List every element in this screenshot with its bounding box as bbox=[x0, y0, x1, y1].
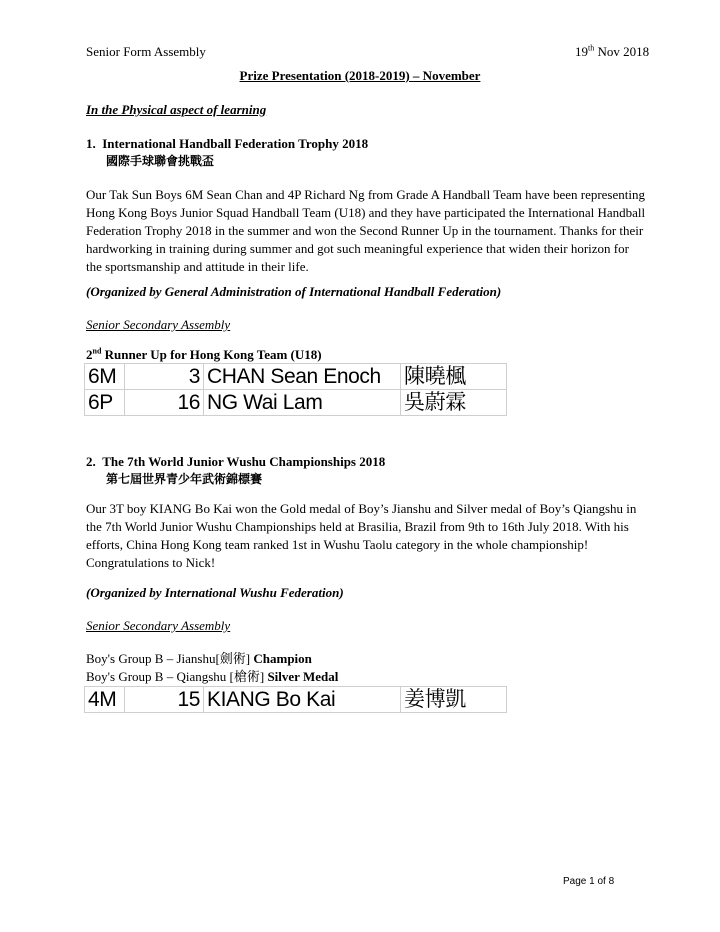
header-date-suffix: th bbox=[588, 43, 595, 53]
header-date bbox=[575, 43, 649, 61]
item1-award-sup: nd bbox=[92, 346, 102, 356]
header-date-day: 19 bbox=[575, 44, 588, 59]
item1-award-num: 2 bbox=[86, 347, 93, 362]
student-number: 16 bbox=[125, 390, 204, 416]
student-name-zh: 姜博凱 bbox=[401, 687, 507, 713]
item2-line2-prefix: Boy's Group B – Qiangshu [槍術] bbox=[86, 669, 265, 684]
student-class: 6P bbox=[85, 390, 125, 416]
student-class: 4M bbox=[85, 687, 125, 713]
student-number: 15 bbox=[125, 687, 204, 713]
item2-award-line-1 bbox=[86, 650, 312, 668]
item1-heading-zh: 國際手球聯會挑戰盃 bbox=[106, 154, 215, 168]
item2-heading-zh: 第七屆世界青少年武術錦標賽 bbox=[106, 472, 263, 486]
student-class: 6M bbox=[85, 364, 125, 390]
item1-award bbox=[86, 346, 322, 364]
item1-organizer: (Organized by General Administration of International Handball Federation) bbox=[86, 284, 502, 299]
item2-line2-award: Silver Medal bbox=[267, 669, 339, 684]
item1-award-rest: Runner Up for Hong Kong Team (U18) bbox=[101, 347, 322, 362]
student-name-zh: 陳曉楓 bbox=[401, 364, 507, 390]
item1-table bbox=[84, 363, 507, 416]
student-number: 3 bbox=[125, 364, 204, 390]
table-row bbox=[85, 687, 507, 713]
table-row bbox=[85, 390, 507, 416]
table-row bbox=[85, 364, 507, 390]
item2-award-line-2 bbox=[86, 668, 338, 686]
student-name: CHAN Sean Enoch bbox=[204, 364, 401, 390]
header-date-rest: Nov 2018 bbox=[594, 44, 650, 59]
page-title: Prize Presentation (2018-2019) – November bbox=[239, 68, 481, 83]
item2-paragraph: Our 3T boy KIANG Bo Kai won the Gold medal of Boy’s Jianshu and Silver medal of Boy’s Qiangshu in the 7th World Junior Wushu Championships held at Brasilia, Brazil from 9th to 16th July 2018. With his efforts, China Hong Kong team ranked 1st in Wushu Taolu category in the whole championship! Congratulations to Nick! bbox=[86, 501, 637, 570]
page-number: Page 1 of 8 bbox=[563, 876, 615, 887]
header-left: Senior Form Assembly bbox=[86, 44, 206, 59]
item1-assembly: Senior Secondary Assembly bbox=[86, 317, 231, 332]
section-heading: In the Physical aspect of learning bbox=[86, 102, 267, 117]
item2-heading: 2. The 7th World Junior Wushu Championships 2018 bbox=[86, 454, 386, 469]
item2-organizer: (Organized by International Wushu Federation) bbox=[86, 585, 344, 600]
student-name: KIANG Bo Kai bbox=[204, 687, 401, 713]
student-name: NG Wai Lam bbox=[204, 390, 401, 416]
item2-line1-prefix: Boy's Group B – Jianshu[劍術] bbox=[86, 651, 251, 666]
item1-heading: 1. International Handball Federation Trophy 2018 bbox=[86, 136, 369, 151]
item2-line1-award: Champion bbox=[253, 651, 312, 666]
item2-assembly: Senior Secondary Assembly bbox=[86, 618, 231, 633]
student-name-zh: 吳蔚霖 bbox=[401, 390, 507, 416]
item2-table bbox=[84, 686, 507, 713]
item1-paragraph: Our Tak Sun Boys 6M Sean Chan and 4P Richard Ng from Grade A Handball Team have been representing Hong Kong Boys Junior Squad Handball Team (U18) and they have participated the International Handball Federation Trophy 2018 in the summer and won the Second Runner Up in the tournament. Thanks for their hardworking in training during summer and got such meaningful experience that widen their horizon for the sportsmanship and attitude in their life. bbox=[86, 187, 646, 274]
